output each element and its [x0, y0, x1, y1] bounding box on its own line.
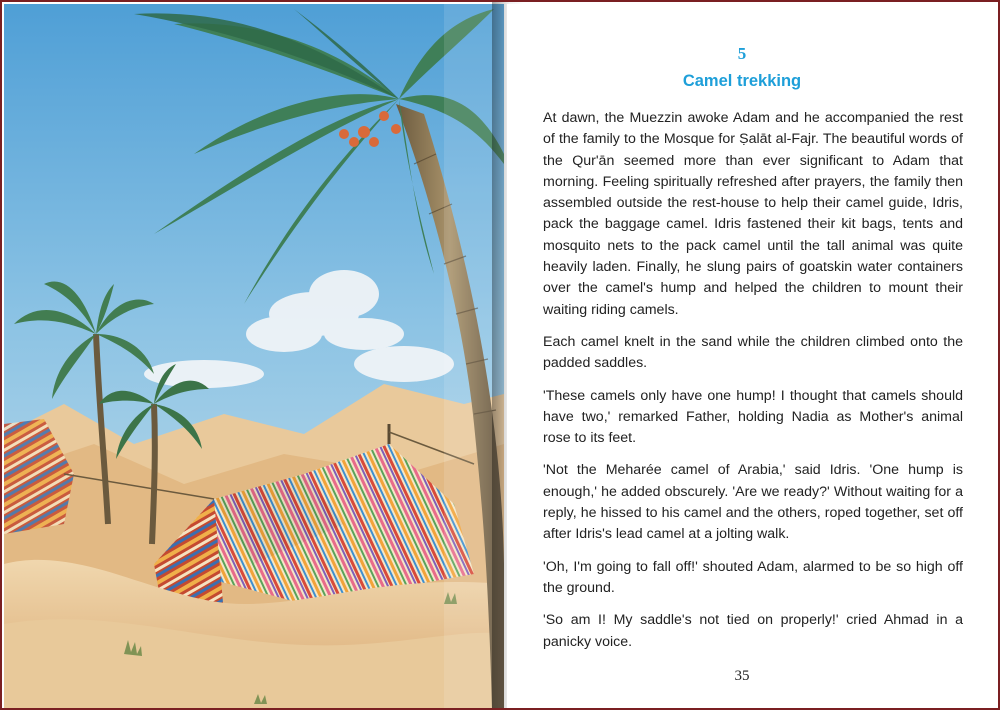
illustration-page — [4, 4, 504, 710]
page-number: 35 — [734, 668, 750, 684]
paragraph: Each camel knelt in the sand while the children climbed onto the padded saddles. — [543, 333, 963, 372]
chapter-title: Camel trekking — [682, 72, 802, 90]
paragraph: 'So am I! My saddle's not tied on properly!' cried Ahmad in a panicky voice. — [543, 612, 963, 650]
chapter-body — [543, 108, 963, 664]
paragraph: 'Oh, I'm going to fall off!' shouted Adam, alarmed to be so high off the ground. — [543, 558, 963, 596]
paragraph: 'Not the Meharée camel of Arabia,' said Idris. 'One hump is enough,' he added obscurely. 'Are we ready?' Without waiting for a reply, he hissed to his camel and the others, roped together, set off after Idris's lead camel at a jolting walk. — [543, 462, 963, 543]
paragraph: 'These camels only have one hump! I thought that camels should have two,' remarked Father, holding Nadia as Mother's animal rose to its feet. — [543, 387, 963, 447]
desert-camp-illustration — [4, 4, 504, 710]
paragraph: At dawn, the Muezzin awoke Adam and he accompanied the rest of the family to the Mosque for Ṣalāt al-Fajr. The beautiful words of the Qur'ān seemed more than ever significant to Adam that morning. Feeling spiritually refreshed after prayers, the family then assembled outside the rest-house to help their camel guide, Idris, pack the baggage camel. Idris fastened their kit bags, tents and mosquito nets to the pack camel until the tall animal was quite heavily laden. Finally, he slung pairs of goatskin water containers over the camel's hump and helped the children to mount their waiting riding camels. — [543, 110, 963, 318]
text-page — [507, 4, 1000, 710]
chapter-number: 5 — [737, 44, 747, 63]
